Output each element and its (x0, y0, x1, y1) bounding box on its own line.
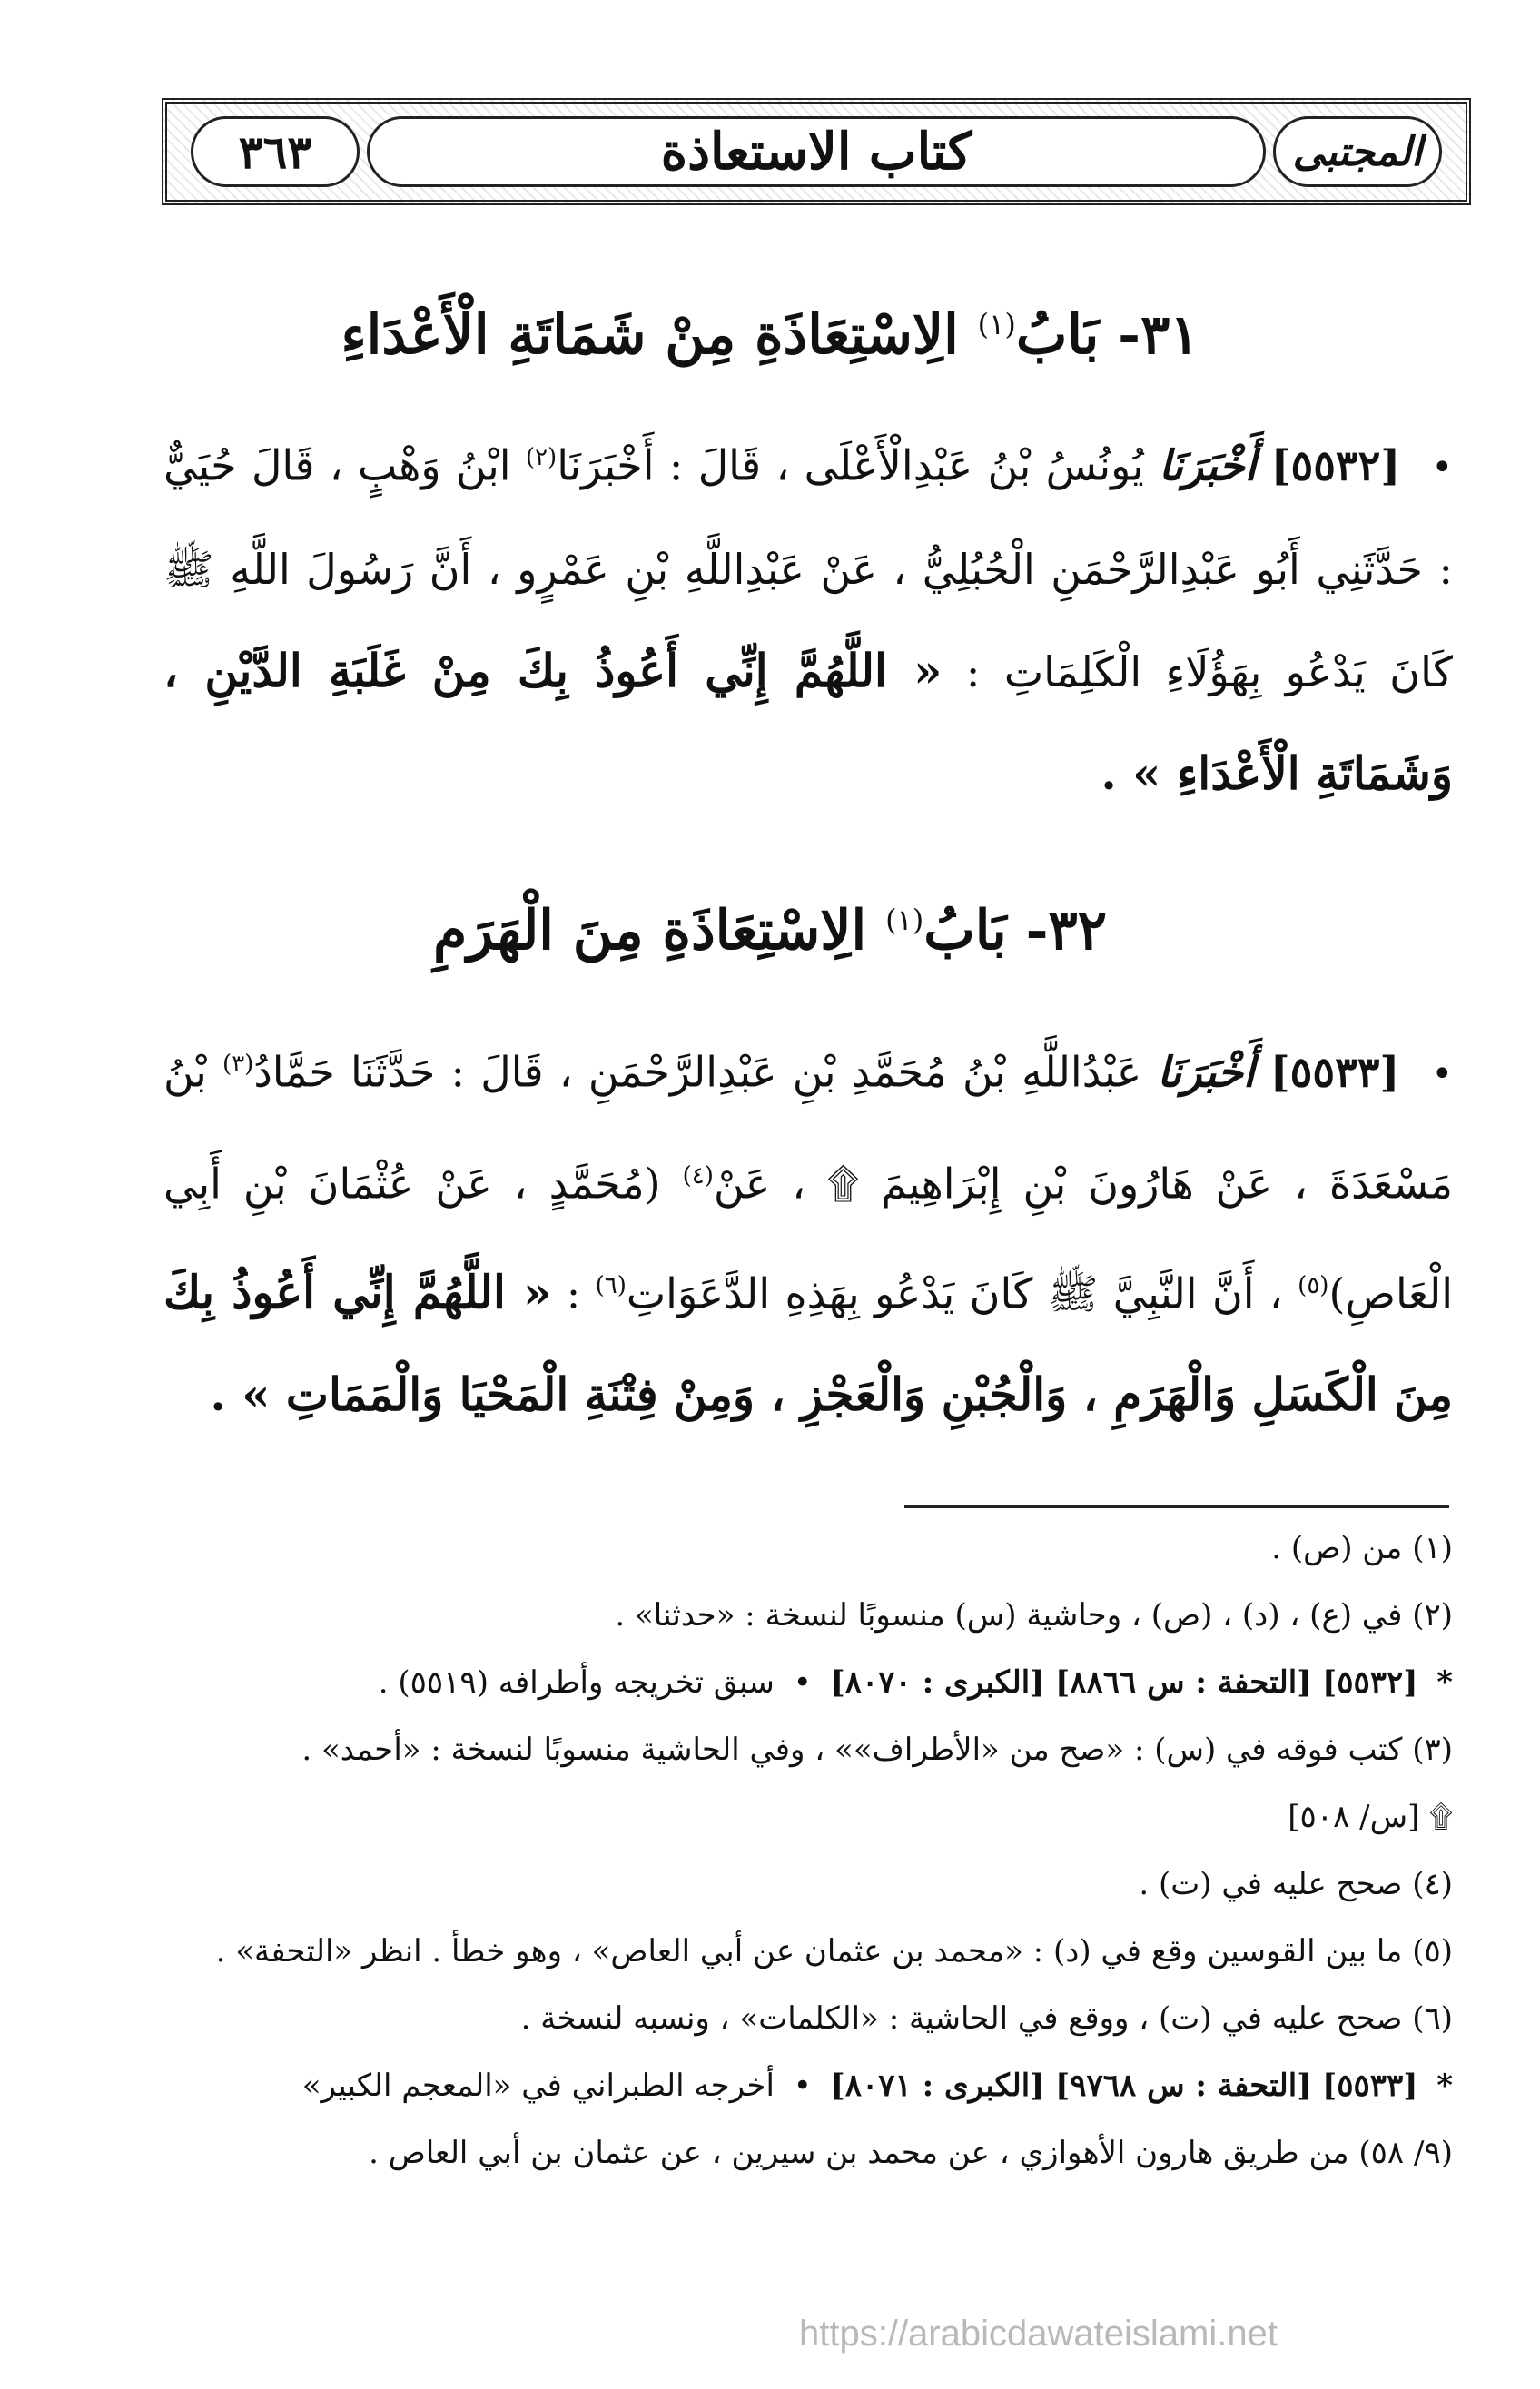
page-header-frame (162, 98, 1471, 205)
bullet: • (1431, 1053, 1454, 1096)
footnotes (163, 1515, 1453, 2187)
takhrij-note (163, 2052, 1453, 2119)
series-name-cartouche (1273, 116, 1442, 187)
chapter-heading-31 (182, 283, 1358, 365)
book-title: كتاب الاستعاذة (660, 122, 972, 182)
chapter-number: ٣١- (1118, 303, 1199, 367)
chapter-label: بَابُ (1015, 303, 1100, 367)
chapter-title: الِاسْتِعَاذَةِ مِنْ شَمَاتَةِ الْأَعْدَاءِ (341, 303, 959, 367)
footnote-text: (٦) صحح عليه في (ت) ، ووقع في الحاشية : «الكلمات» ، ونسبه لنسخة . (520, 2000, 1453, 2037)
footnote (163, 1783, 1453, 1851)
akhbarana-word: أَخْبَرَنَا (1157, 1047, 1255, 1097)
footnote-text: (٩/ ٥٨) من طريق هارون الأهوازي ، عن محمد بن سيرين ، عن عثمان بن أبي العاص . (369, 2135, 1453, 2171)
hadith-5533 (163, 1013, 1453, 1420)
footnote-text: (١) من (ص) . (1271, 1530, 1453, 1566)
asterisk-marker: * (1436, 1664, 1453, 1701)
isnad-text: (مُحَمَّدٍ ، عَنْ عُثْمَانَ بْنِ أَبِي الْعَاصِ) (163, 1159, 1454, 1318)
hadith-number: [٥٥٣٢] (1270, 440, 1401, 490)
footnote-text: (٥) ما بين القوسين وقع في (د) : «محمد بن عثمان عن أبي العاص» ، وهو خطأ . انظر «التحفة» . (215, 1933, 1453, 1969)
footnote (163, 1918, 1453, 1985)
footnote-text: أخرجه الطبراني في «المعجم الكبير» (301, 2068, 775, 2104)
isnad-text: عَبْدُاللَّهِ بْنُ مُحَمَّدِ بْنِ عَبْدِالرَّحْمَنِ ، قَالَ : حَدَّثَنَا حَمَّادُ (253, 1047, 1142, 1097)
hadith-5532 (163, 407, 1453, 814)
footnote (163, 1851, 1453, 1918)
bullet: • (793, 2068, 812, 2104)
chapter-title: الِاسْتِعَاذَةِ مِنَ الْهَرَمِ (433, 899, 867, 963)
asterisk-marker: * (1436, 2068, 1453, 2104)
chapter-heading-32 (182, 879, 1358, 961)
footnote-ref: (٦) (595, 1271, 627, 1299)
isnad-text: ابْنُ وَهْبٍ ، قَالَ حُيَيٌّ : حَدَّثَنِي أَبُو عَبْدِالرَّحْمَنِ الْحُبُلِيُّ ، عَنْ عَبْدِاللَّهِ بْنِ عَمْرٍو ، أَنَّ رَسُولَ اللَّهِ ﷺ كَانَ يَدْعُو بِهَؤُلَاءِ الْكَلِمَاتِ : (163, 440, 1454, 697)
footnote-text: ۩ [س/ ٥٠٨] (1288, 1799, 1453, 1835)
isnad-text: : (566, 1268, 581, 1318)
footnote-ref: (١) (885, 903, 924, 937)
footnote-divider (904, 1505, 1449, 1508)
takhrij-note (163, 1649, 1453, 1716)
footnote (163, 1716, 1453, 1783)
footnote-text: (٣) كتب فوقه في (س) : «صح من «الأطراف»» ، وفي الحاشية منسوبًا لنسخة : «أحمد» . (301, 1732, 1453, 1768)
isnad-text: يُونُسُ بْنُ عَبْدِالْأَعْلَى ، قَالَ : أَخْبَرَنَا (557, 440, 1144, 490)
footnote-text: (٤) صحح عليه في (ت) . (1139, 1866, 1453, 1902)
dua-text: « اللَّهُمَّ إِنِّي أَعُوذُ بِكَ مِنَ الْكَسَلِ وَالْهَرَمِ ، وَالْجُبْنِ وَالْعَجْزِ ، وَمِنْ فِتْنَةِ الْمَحْيَا وَالْمَمَاتِ » . (163, 1264, 1453, 1421)
page-number: ٣٦٣ (238, 124, 312, 179)
series-name: المجتبى (1292, 128, 1423, 175)
footnote-ref: (١) (977, 307, 1016, 341)
dua-text: « اللَّهُمَّ إِنِّي أَعُوذُ بِكَ مِنْ غَلَبَةِ الدَّيْنِ ، وَشَمَاتَةِ الْأَعْدَاءِ » . (163, 644, 1453, 801)
footnote-text: (٢) في (ع) ، (د) ، (ص) ، وحاشية (س) منسوبًا لنسخة : «حدثنا» . (615, 1597, 1453, 1634)
chapter-number: ٣٢- (1025, 899, 1107, 963)
footnote-ref: (٥) (1298, 1271, 1329, 1299)
footnote (163, 1582, 1453, 1649)
isnad-text: ، أَنَّ النَّبِيَّ ﷺ كَانَ يَدْعُو بِهَذِهِ الدَّعَوَاتِ (626, 1268, 1283, 1318)
isnad-text: بْنُ مَسْعَدَةَ ، عَنْ هَارُونَ بْنِ إِبْرَاهِيمَ ۩ ، عَنْ (163, 1047, 1454, 1209)
footnote (163, 1985, 1453, 2052)
footnote-ref: (٢) (525, 444, 558, 471)
footnote-continuation (163, 2119, 1453, 2187)
hadith-number: [٥٥٣٣] (1269, 1047, 1400, 1097)
footnote-ref: (٤) (682, 1162, 714, 1190)
footnote (163, 1515, 1453, 1582)
takhrij-reference: [٥٥٣٣] [التحفة : س ٩٧٦٨] [الكبرى : ٨٠٧١] (830, 2068, 1418, 2104)
watermark-url: https://arabicdawateislami.net (799, 2314, 1278, 2354)
book-title-cartouche (367, 116, 1266, 187)
bullet: • (1431, 447, 1454, 489)
akhbarana-word: أَخْبَرَنَا (1159, 440, 1257, 490)
chapter-label: بَابُ (923, 899, 1007, 963)
footnote-text: سبق تخريجه وأطرافه (٥٥١٩) . (378, 1664, 775, 1701)
takhrij-reference: [٥٥٣٢] [التحفة : س ٨٨٦٦] [الكبرى : ٨٠٧٠] (830, 1664, 1418, 1701)
bullet: • (793, 1664, 812, 1701)
footnote-ref: (٣) (222, 1051, 254, 1078)
page-number-cartouche (191, 116, 360, 187)
